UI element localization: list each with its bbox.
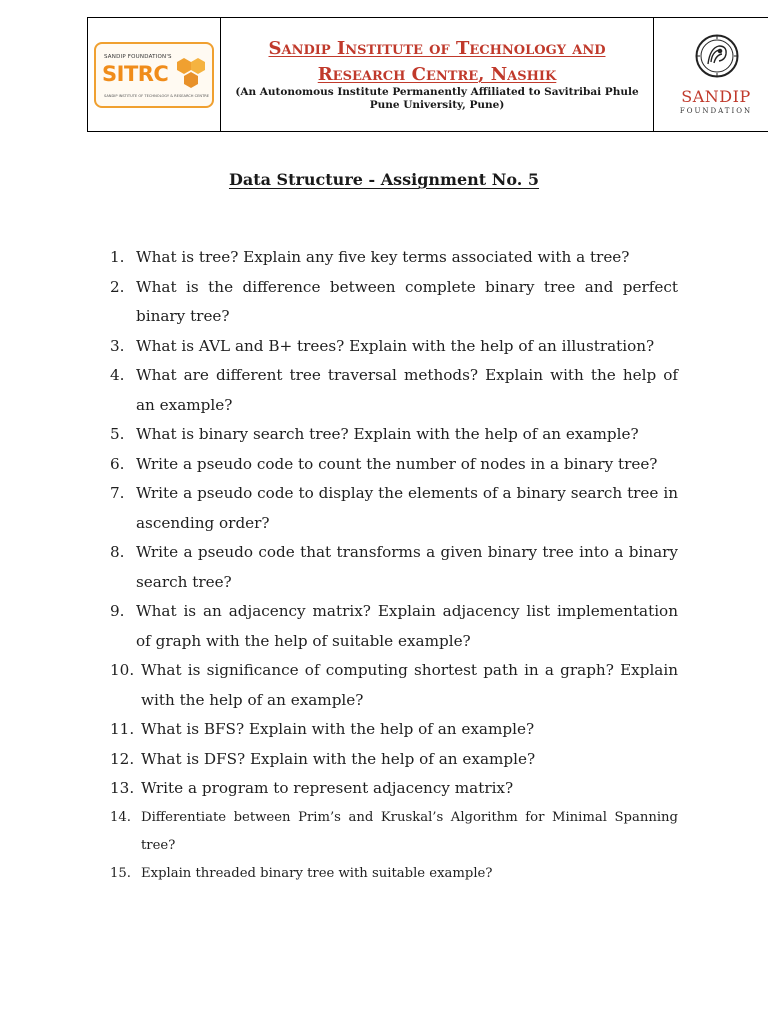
- question-number: 10.: [110, 661, 135, 679]
- foundation-subtitle: FOUNDATION: [679, 107, 753, 115]
- question-number: 15.: [110, 865, 131, 881]
- foundation-logo-cell: [654, 18, 768, 131]
- question-text: Write a pseudo code to count the number of nodes in a binary tree?: [136, 454, 658, 473]
- institute-name-cell: [221, 18, 654, 131]
- question-item: [110, 656, 678, 715]
- question-number: 3.: [110, 336, 125, 355]
- question-item: [110, 804, 678, 860]
- institute-name-line2: Research Centre, Nashik: [317, 64, 557, 85]
- question-text: Write a pseudo code to display the elements of a binary search tree in ascending order?: [136, 484, 678, 532]
- question-text: Explain threaded binary tree with suitable example?: [141, 865, 493, 881]
- affiliation-line1: (An Autonomous Institute Permanently Affiliated to Savitribai Phule: [235, 86, 639, 98]
- question-item: [110, 332, 678, 362]
- question-text: What is AVL and B+ trees? Explain with the help of an illustration?: [136, 336, 655, 355]
- question-text: What is an adjacency matrix? Explain adjacency list implementation of graph with the help of suitable example?: [136, 602, 678, 650]
- logo-foundation-text: SANDIP FOUNDATION'S: [104, 54, 172, 60]
- foundation-name: SANDIP: [681, 87, 751, 106]
- question-text: What is the difference between complete binary tree and perfect binary tree?: [136, 277, 678, 325]
- question-item: [110, 860, 678, 888]
- question-item: [110, 715, 678, 745]
- question-text: What are different tree traversal methods? Explain with the help of an example?: [136, 366, 678, 414]
- institute-header: [87, 17, 768, 132]
- question-text: Write a pseudo code that transforms a given binary tree into a binary search tree?: [136, 543, 678, 591]
- question-item: [110, 538, 678, 597]
- question-list: [110, 243, 678, 888]
- question-item: [110, 745, 678, 775]
- question-text: What is DFS? Explain with the help of an example?: [141, 749, 536, 768]
- sitrc-logo: [94, 42, 214, 108]
- question-number: 6.: [110, 454, 125, 473]
- question-text: What is tree? Explain any five key terms associated with a tree?: [136, 248, 630, 266]
- question-item: [110, 243, 678, 273]
- question-number: 13.: [110, 779, 135, 797]
- affiliation-line2: Pune University, Pune): [369, 99, 505, 111]
- question-number: 2.: [110, 277, 125, 296]
- question-item: [110, 273, 678, 332]
- affiliation-text: [221, 86, 653, 112]
- question-text: What is significance of computing shortest path in a graph? Explain with the help of an example?: [141, 661, 678, 709]
- question-number: 5.: [110, 425, 125, 443]
- question-number: 11.: [110, 720, 135, 738]
- question-number: 9.: [110, 602, 125, 620]
- question-number: 1.: [110, 248, 125, 266]
- sitrc-logo-cell: [88, 18, 221, 131]
- logo-wordmark: SITRC: [102, 62, 169, 86]
- question-item: [110, 597, 678, 656]
- question-item: [110, 420, 678, 450]
- question-number: 14.: [110, 809, 131, 825]
- question-number: 8.: [110, 543, 125, 561]
- hexagon-cluster-icon: [174, 56, 208, 92]
- sandip-emblem-icon: [695, 34, 739, 78]
- question-number: 12.: [110, 749, 135, 768]
- question-text: Write a program to represent adjacency matrix?: [141, 779, 514, 797]
- question-text: Differentiate between Prim’s and Kruskal’s Algorithm for Minimal Spanning tree?: [141, 809, 678, 853]
- question-item: [110, 361, 678, 420]
- question-number: 7.: [110, 484, 125, 502]
- logo-subtext: SANDIP INSTITUTE OF TECHNOLOGY & RESEARCH CENTRE: [104, 94, 210, 98]
- institute-name-line1: Sandip Institute of Technology and: [268, 38, 606, 59]
- assignment-title: Data Structure - Assignment No. 5: [228, 170, 540, 189]
- question-item: [110, 774, 678, 804]
- question-item: [110, 479, 678, 538]
- question-item: [110, 450, 678, 480]
- question-text: What is BFS? Explain with the help of an example?: [141, 720, 535, 738]
- question-number: 4.: [110, 366, 125, 384]
- question-text: What is binary search tree? Explain with the help of an example?: [136, 425, 639, 443]
